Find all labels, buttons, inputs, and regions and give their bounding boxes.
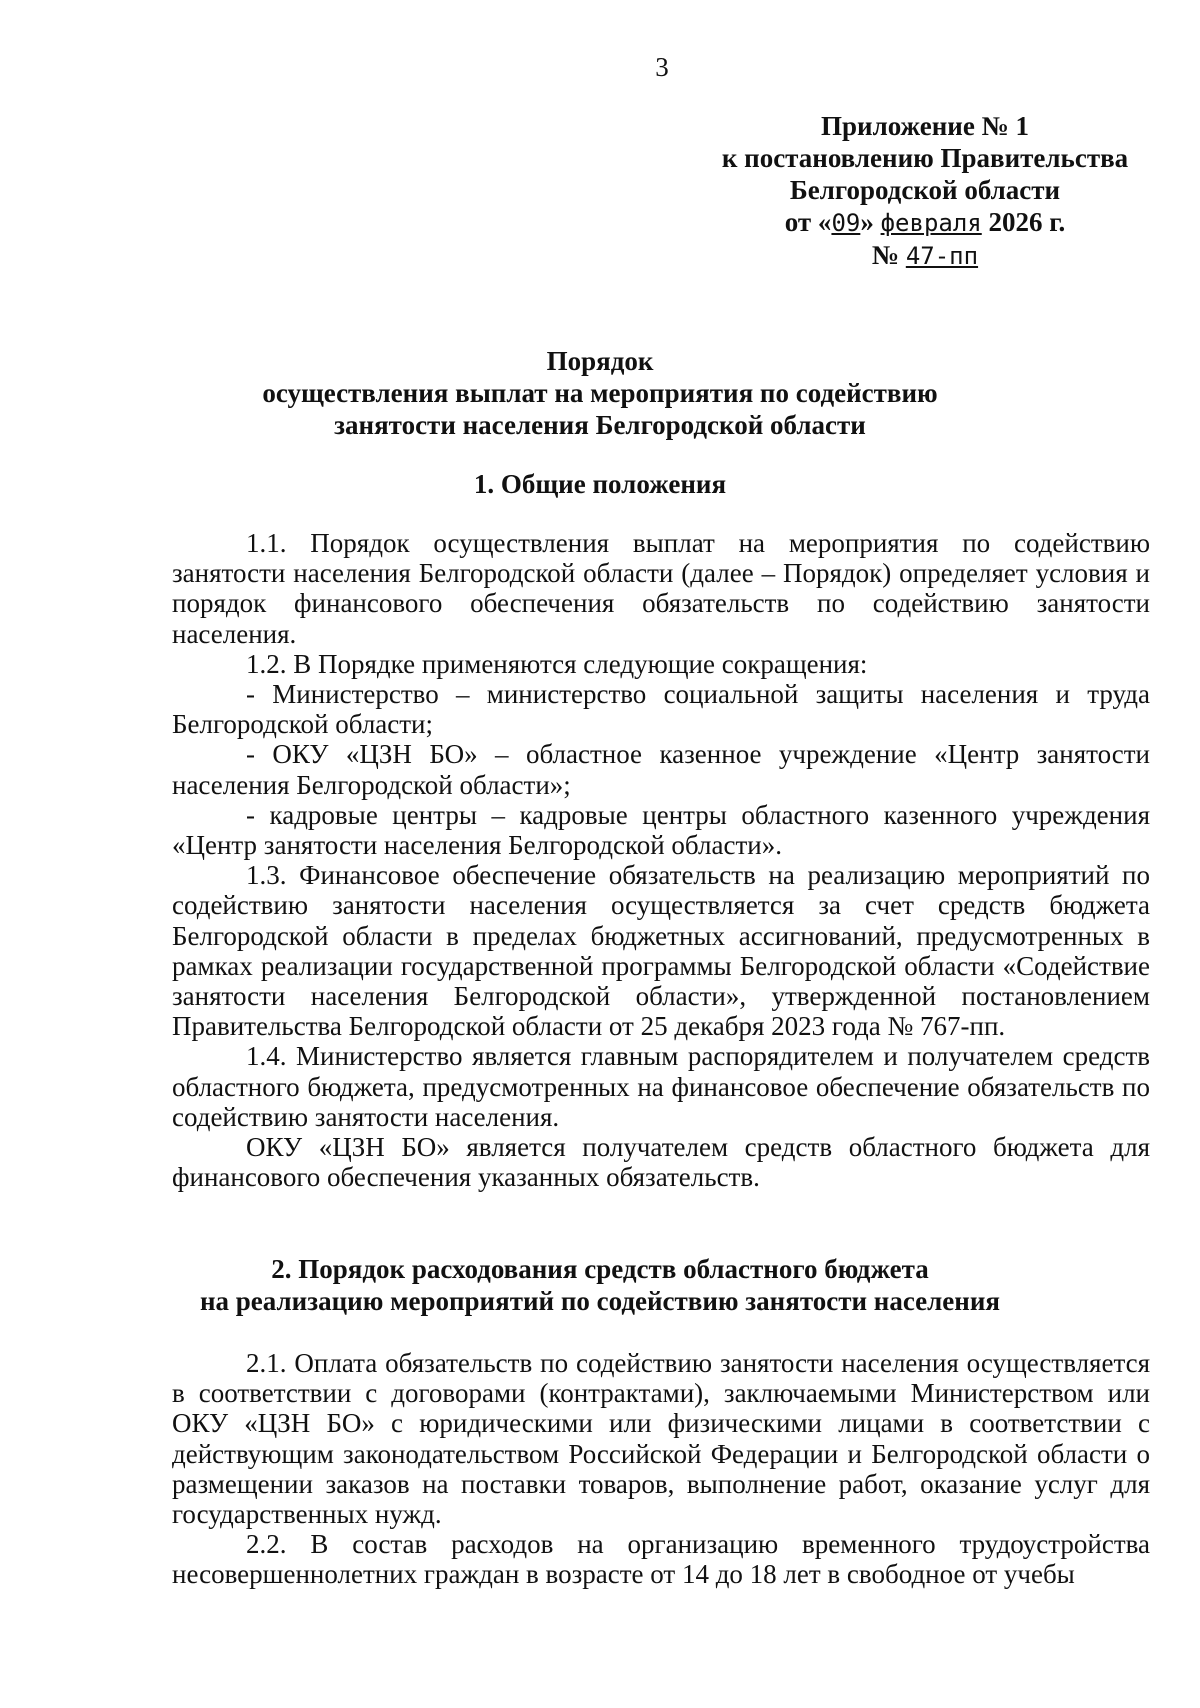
paragraph-1-3: 1.3. Финансовое обеспечение обязательств на реализацию мероприятий по содействию занятости населения осуществляется за счет средств бюджета Белгородской области в пределах бюджетных ассигнований, предусмотренных в рамках реализации государственной программы Белгородской области «Содействие занятости населения Белгородской области», утвержденной постановлением Правительства Белгородской области от 25 декабря 2023 года № 767-пп. (172, 860, 1150, 1042)
section-2-heading-line-1: 2. Порядок расходования средств областного бюджета (271, 1254, 929, 1284)
paragraph-1-4: 1.4. Министерство является главным распорядителем и получателем средств областного бюджета, предусмотренных на финансовое обеспечение обязательств по содействию занятости населения. (172, 1041, 1150, 1132)
paragraph-1-2: 1.2. В Порядке применяются следующие сокращения: (246, 648, 868, 679)
paragraph-2-2: 2.2. В состав расходов на организацию временного трудоустройства несовершеннолетних граждан в возрасте от 14 до 18 лет в свободное от учебы (172, 1529, 1150, 1590)
appendix-number-line (690, 239, 1160, 272)
paragraph-1-1: 1.1. Порядок осуществления выплат на мероприятия по содействию занятости населения Белгородской области (далее – Порядок) определяет условия и порядок финансового обеспечения обязательств по содействию занятости населения. (172, 528, 1150, 649)
section-2-heading (0, 1253, 1200, 1317)
paragraph-abbr-ministry: - Министерство – министерство социальной защиты населения и труда Белгородской области; (172, 679, 1150, 740)
appendix-line-3: Белгородской области (789, 175, 1061, 205)
title-line-3: занятости населения Белгородской области (334, 410, 866, 440)
date-month: февраля (880, 209, 982, 237)
paragraph-abbr-centers: - кадровые центры – кадровые центры областного казенного учреждения «Центр занятости населения Белгородской области». (172, 799, 1150, 861)
paragraph-abbr-oku: - ОКУ «ЦЗН БО» – областное казенное учреждение «Центр занятости населения Белгородской области»; (172, 739, 1150, 800)
section-1-heading: 1. Общие положения (473, 469, 727, 499)
section-2-body (172, 1348, 1150, 1590)
appendix-header (690, 110, 1160, 272)
title-line-2: осуществления выплат на мероприятия по содействию (262, 378, 938, 408)
date-prefix: от « (784, 207, 832, 237)
paragraph-oku-recipient: ОКУ «ЦЗН БО» является получателем средств областного бюджета для финансового обеспечения указанных обязательств. (172, 1132, 1150, 1193)
number-value: 47-пп (905, 242, 979, 270)
date-day: 09 (831, 209, 861, 237)
appendix-line-2: к постановлению Правительства (721, 143, 1129, 173)
section-2-heading-line-2: на реализацию мероприятий по содействию занятости населения (199, 1286, 1000, 1316)
number-prefix: № (871, 240, 900, 270)
title-line-1: Порядок (546, 346, 654, 376)
date-year: 2026 г. (988, 207, 1066, 237)
date-mid: » (860, 207, 874, 237)
appendix-date-line (690, 206, 1160, 239)
page-number: 3 (655, 52, 669, 82)
appendix-line-1: Приложение № 1 (821, 111, 1029, 141)
section-1-body (172, 528, 1150, 1192)
document-title (0, 345, 1200, 441)
paragraph-2-1: 2.1. Оплата обязательств по содействию занятости населения осуществляется в соответствии с договорами (контрактами), заключаемыми Министерством или ОКУ «ЦЗН БО» с юридическими или физическими лицами в соответствии с действующим законодательством Российской Федерации и Белгородской области о размещении заказов на поставки товаров, выполнение работ, оказание услуг для государственных нужд. (172, 1348, 1150, 1530)
